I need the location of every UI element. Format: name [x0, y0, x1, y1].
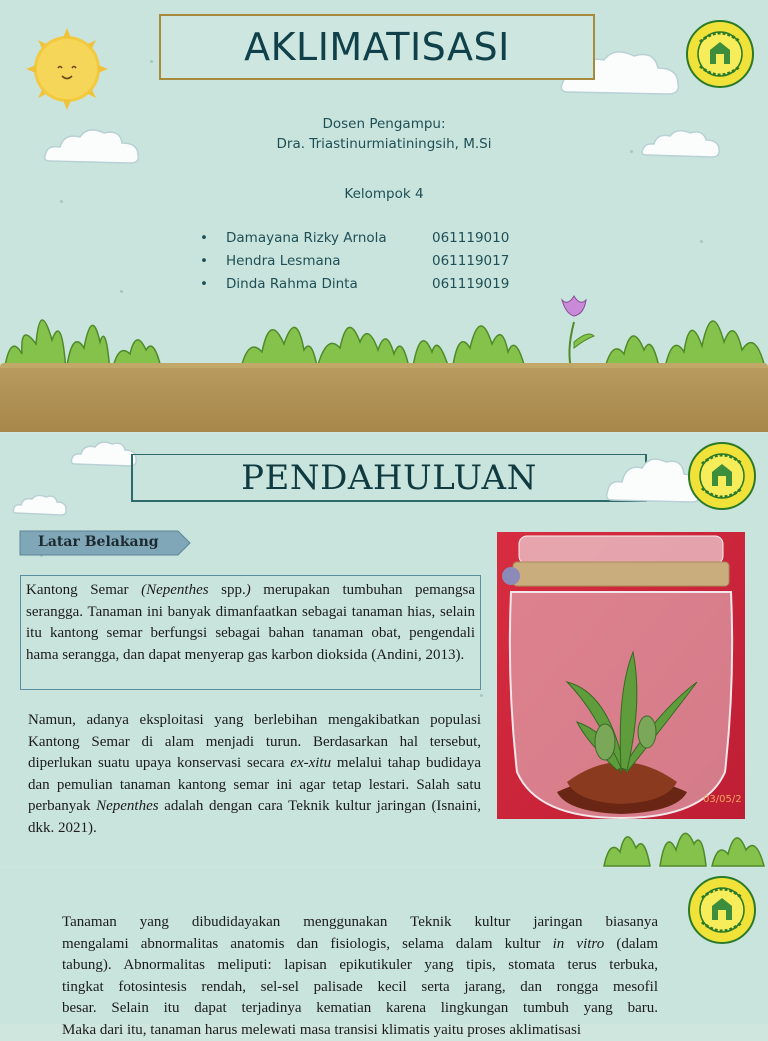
- intro-slide: [0, 434, 768, 866]
- decor-dot: [700, 240, 703, 243]
- text-line: tingkat fotosintesis rendah, sel-sel palisade kecil serta jarang, dan rongga mesofil: [62, 977, 658, 999]
- text-line: tabung). Abnormalitas meliputi: lapisan epikutikuler yang tipis, stomata terus terbuka,: [62, 955, 658, 977]
- background-text-box: Kantong Semar (Nepenthes spp.) merupakan tumbuhan pemangsa serangga. Tanaman ini banyak dimanfaatkan sebagai tanaman hias, selain itu kantong semar berfungsi sebagai bahan tanaman obat, pengendali hama serangga, dan dapat menyerap gas karbon dioksida (Andini, 2013).: [20, 575, 481, 690]
- decor-dot: [480, 694, 483, 697]
- group-label: Kelompok 4: [0, 186, 768, 202]
- content-slide: [0, 868, 768, 1024]
- member-id: 061119019: [432, 276, 509, 292]
- cloud-icon: [12, 492, 70, 518]
- list-item: • Dinda Rahma Dinta 061119019: [200, 272, 509, 295]
- university-logo: [688, 442, 756, 510]
- sun-icon: [24, 26, 110, 112]
- grass-icon: [600, 814, 768, 866]
- text-line: Tanaman yang dibudidayakan menggunakan Teknik kultur jaringan biasanya: [62, 912, 658, 934]
- list-item: • Damayana Rizky Arnola 061119010: [200, 226, 509, 249]
- nepenthes-jar-photo: [497, 532, 745, 819]
- title-frame: [159, 14, 595, 80]
- title-frame: [131, 454, 647, 502]
- section-label: Latar Belakang: [38, 534, 159, 550]
- decor-dot: [150, 60, 153, 63]
- member-name: Dinda Rahma Dinta: [226, 276, 432, 292]
- lecturer-label: Dosen Pengampu:: [0, 116, 768, 132]
- text-line: besar. Selain itu dapat terjadinya kematian karena lingkungan tumbuh yang baru.: [62, 998, 658, 1020]
- section-tag: [20, 531, 190, 555]
- slide-title: PENDAHULUAN: [241, 458, 537, 498]
- title-slide: [0, 0, 768, 432]
- text-line: mengalami abnormalitas anatomis dan fisiologis, selama dalam kultur in vitro (dalam: [62, 934, 658, 956]
- paragraph: Namun, adanya eksploitasi yang berlebihan mengakibatkan populasi Kantong Semar di alam menjadi turun. Berdasarkan hal tersebut, diperlukan suatu upaya konservasi secara ex-xitu melalui tahap budidaya dan pemulian tanaman kantong semar ini agar tetap lestari. Salah satu perbanyak Nepenthes adalah dengan cara Teknik kultur jaringan (Isnaini, dkk. 2021).: [28, 710, 481, 839]
- member-id: 061119017: [432, 253, 509, 269]
- cloud-icon: [70, 438, 140, 470]
- member-id: 061119010: [432, 230, 509, 246]
- tulip-icon: [562, 296, 594, 372]
- member-list: [200, 226, 509, 295]
- member-name: Damayana Rizky Arnola: [226, 230, 432, 246]
- ground: [0, 368, 768, 432]
- lecturer-name: Dra. Triastinurmiatiningsih, M.Si: [0, 136, 768, 152]
- member-name: Hendra Lesmana: [226, 253, 432, 269]
- photo-timestamp: 03/05/2: [703, 794, 742, 805]
- university-logo: [686, 20, 754, 88]
- grass-icon: [0, 292, 768, 374]
- slide-title: AKLIMATISASI: [244, 25, 510, 69]
- list-item: • Hendra Lesmana 061119017: [200, 249, 509, 272]
- text-line: Maka dari itu, tanaman harus melewati masa transisi klimatis yaitu proses aklimatisasi: [62, 1020, 658, 1041]
- university-logo: [688, 876, 756, 944]
- paragraph: [62, 912, 658, 1041]
